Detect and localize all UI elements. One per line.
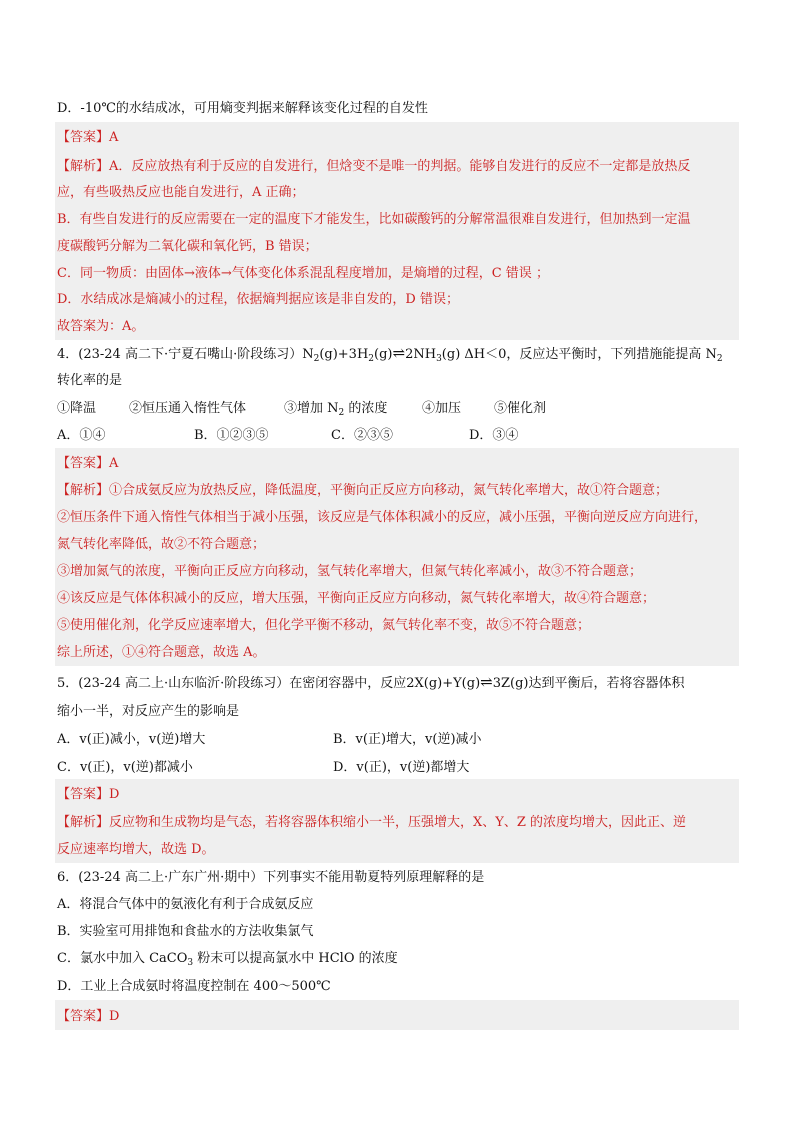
q4-option-b: B．①②③⑤ <box>194 428 269 443</box>
q4-analysis-line: ④该反应是气体体积减小的反应，增大压强，平衡向正反应方向移动，氮气转化率增大，故④符合题意； <box>57 591 656 606</box>
q4-analysis-line: 氮气转化率降低，故②不符合题意； <box>57 537 266 552</box>
q5-analysis-line: 【解析】反应物和生成物均是气态，若将容器体积缩小一半，压强增大，X、Y、Z 的浓度均增大，因此正、逆 <box>57 815 687 830</box>
q6-option-b: B．实验室可用排饱和食盐水的方法收集氯气 <box>57 924 314 939</box>
q5-option-a: A．v(正)减小，v(逆)增大 <box>57 732 206 747</box>
q4-measures <box>57 397 657 416</box>
q4-stem-source: 4．(23-24 高二下·宁夏石嘴山·阶段练习） <box>57 347 303 362</box>
q4-equation: $N_2(g)+3H_2(g)\rightleftharpoons 2NH_3(g)$ ΔH＜0 <box>302 344 507 364</box>
q4-option-a: A．①④ <box>57 428 106 443</box>
q4-stem <box>57 343 723 362</box>
q4-analysis-line: ③增加氮气的浓度，平衡向正反应方向移动，氢气转化率增大，但氮气转化率减小，故③不符合题意； <box>57 564 643 579</box>
q6-option-a: A．将混合气体中的氨液化有利于合成氨反应 <box>57 897 314 912</box>
q4-analysis-line: ⑤使用催化剂，化学反应速率增大，但化学平衡不移动，氮气转化率不变，故⑤不符合题意； <box>57 618 591 633</box>
q4-analysis-line: ②恒压条件下通入惰性气体相当于减小压强，该反应是气体体积减小的反应，减小压强，平衡向逆反应方向进行， <box>57 510 708 525</box>
q6-answer: 【答案】D <box>57 1009 120 1024</box>
q6-answer-box <box>55 1000 739 1030</box>
q5-stem-tail: 达到平衡后，若将容器体积 <box>528 676 685 691</box>
q4-answer: 【答案】A <box>57 456 119 471</box>
q4-measure: ④加压 <box>422 401 462 416</box>
q5-stem-source: 5．(23-24 高二上·山东临沂·阶段练习）在密闭容器中，反应 <box>57 676 407 691</box>
prev-option-d: D．-10℃的水结成冰，可用熵变判据来解释该变化过程的自发性 <box>57 101 428 116</box>
q5-stem <box>57 672 685 691</box>
q4-option-d: D．③④ <box>469 428 519 443</box>
q5-analysis-line: 反应速率均增大，故选 D。 <box>57 842 215 857</box>
q6-option-c: C．氯水中加入 CaCO$_3$ 粉末可以提高氯水中 HClO 的浓度 <box>57 951 398 968</box>
q4-measure: ②恒压通入惰性气体 <box>129 401 247 416</box>
q5-options-row2 <box>57 756 469 775</box>
q4-analysis-line: 【解析】①合成氨反应为放热反应，降低温度，平衡向正反应方向移动，氮气转化率增大，故①符合题意； <box>57 483 669 498</box>
q4-measure: ⑤催化剂 <box>494 401 547 416</box>
prev-answer: 【答案】A <box>57 130 119 145</box>
q5-equation: 2X(g)+Y(g)⇌3Z(g) <box>406 673 529 691</box>
q5-option-b: B．v(正)增大，v(逆)减小 <box>333 732 482 747</box>
q4-measure: ①降温 <box>57 401 97 416</box>
prev-analysis-line: C．同一物质：由固体→液体→气体变化体系混乱程度增加，是熵增的过程，C 错误 ； <box>57 266 549 281</box>
prev-analysis-line: 【解析】A．反应放热有利于反应的自发进行，但焓变不是唯一的判据。能够自发进行的反应不一定都是放热反 <box>57 159 691 174</box>
prev-analysis-line: 故答案为：A。 <box>57 319 145 334</box>
q5-option-d: D．v(正)，v(逆)都增大 <box>333 760 470 775</box>
q4-stem-line2: 转化率的是 <box>57 373 123 388</box>
q4-stem-tail: ，反应达平衡时，下列措施能提高 N <box>506 347 717 362</box>
q5-stem-line2: 缩小一半，对反应产生的影响是 <box>57 704 240 719</box>
q6-option-d: D．工业上合成氨时将温度控制在 400～500℃ <box>57 979 331 994</box>
q4-options <box>57 424 518 443</box>
q4-stem-sub: 2 <box>716 354 723 364</box>
prev-analysis-line: B．有些自发进行的反应需要在一定的温度下才能发生，比如碳酸钙的分解常温很难自发进行，但加热到一定温 <box>57 212 691 227</box>
q4-analysis-line: 综上所述，①④符合题意，故选 A。 <box>57 645 266 660</box>
q5-answer: 【答案】D <box>57 787 120 802</box>
prev-analysis-line: D．水结成冰是熵减小的过程，依据熵判据应该是非自发的，D 错误； <box>57 292 459 307</box>
q4-measure: ③增加 $N_2$ 的浓度 <box>284 401 388 418</box>
q5-option-c: C．v(正)，v(逆)都减小 <box>57 760 193 775</box>
q6-stem: 6．(23-24 高二上·广东广州·期中）下列事实不能用勒夏特列原理解释的是 <box>57 870 485 885</box>
q4-option-c: C．②③⑤ <box>331 428 393 443</box>
q5-options-row1 <box>57 728 482 747</box>
prev-analysis-line: 度碳酸钙分解为二氧化碳和氧化钙，B 错误； <box>57 239 318 254</box>
prev-analysis-line: 应，有些吸热反应也能自发进行，A 正确； <box>57 185 305 200</box>
